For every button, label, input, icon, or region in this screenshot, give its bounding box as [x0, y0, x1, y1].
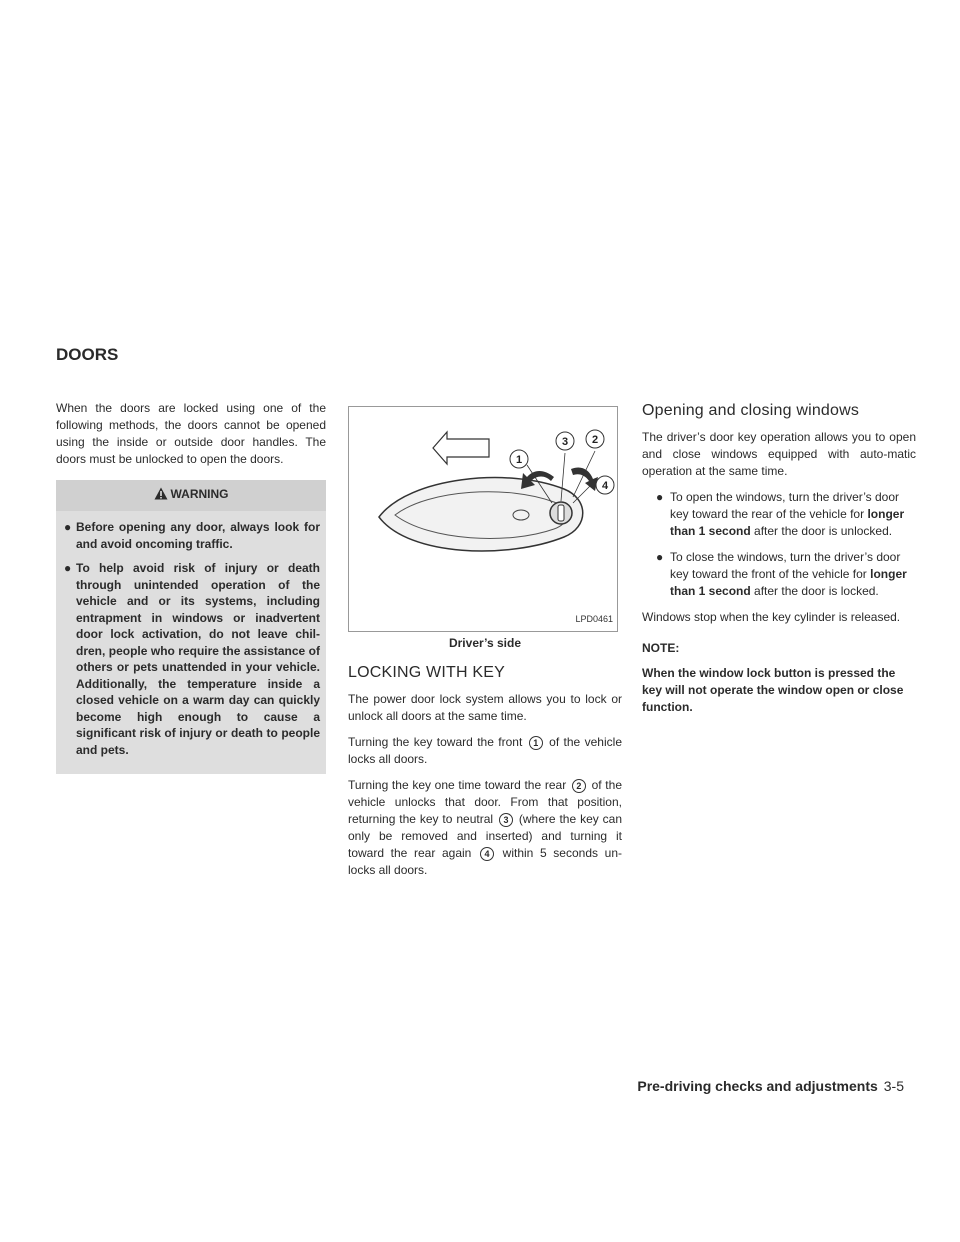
- bullet: ●: [656, 550, 664, 564]
- footer-chapter-title: Pre-driving checks and adjustments: [637, 1078, 878, 1094]
- left-column: [56, 400, 326, 774]
- door-handle-figure: [348, 406, 618, 632]
- figure-code: LPD0461: [575, 614, 613, 624]
- list-item: ● To close the windows, turn the driver’s door key toward the front of the vehicle for longer than 1 second after the door is locked.: [656, 550, 907, 598]
- figure-caption: Driver’s side: [448, 636, 522, 650]
- warning-title: WARNING: [170, 487, 229, 501]
- callout-4: 4: [601, 480, 609, 492]
- warning-box: [56, 480, 326, 774]
- callout-2: 2: [591, 434, 599, 446]
- callout-1: 1: [515, 454, 523, 466]
- middle-column: [348, 400, 622, 888]
- front-arrow-icon: [433, 432, 489, 464]
- locking-paragraph-2: Turning the key toward the front 1 of the vehicle locks all doors.: [348, 735, 622, 766]
- warning-item-text: Before opening any door, always look for and avoid oncoming traffic.: [76, 520, 320, 551]
- rotate-rear-arrow-icon: [571, 467, 598, 491]
- locking-paragraph-3: Turning the key one time toward the rear 2 of the vehicle unlocks that door. From that position, returning the key to neutral 3 (where the key can only be removed and inserted) and turning it toward the rear again 4 within 5 seconds un-locks all doors.: [348, 778, 622, 877]
- warning-item: [64, 560, 320, 758]
- callout-3: 3: [561, 436, 569, 448]
- intro-paragraph: When the doors are locked using one of the following methods, the doors cannot be opened using the inside or outside door handles. The doors must be unlocked to open the doors.: [56, 401, 326, 466]
- door-handle-illustration: [349, 407, 617, 631]
- locking-with-key-heading: LOCKING WITH KEY: [348, 664, 505, 681]
- bullet: ●: [64, 561, 72, 575]
- warning-icon: [154, 487, 168, 500]
- step-1-marker: 1: [529, 736, 543, 750]
- bullet: ●: [64, 520, 72, 534]
- locking-paragraph-1: The power door lock system allows you to lock or unlock all doors at the same time.: [348, 692, 622, 723]
- bullet: ●: [656, 490, 664, 504]
- page-footer: [637, 1078, 904, 1094]
- step-4-marker: 4: [480, 847, 494, 861]
- page-number: 3-5: [883, 1078, 904, 1094]
- opening-closing-windows-heading: Opening and closing windows: [642, 402, 860, 419]
- section-title: DOORS: [56, 345, 119, 364]
- step-3-marker: 3: [499, 813, 513, 827]
- warning-header: [56, 480, 326, 511]
- warning-item: [64, 519, 320, 552]
- note-label: NOTE:: [642, 641, 680, 655]
- right-column: [642, 400, 916, 716]
- note-text: When the window lock button is pressed the key will not operate the window open or close function.: [642, 666, 904, 714]
- windows-release-paragraph: Windows stop when the key cylinder is released.: [642, 610, 901, 624]
- list-item: ● To open the windows, turn the driver’s door key toward the rear of the vehicle for longer than 1 second after the door is unlocked.: [656, 490, 905, 538]
- step-2-marker: 2: [572, 779, 586, 793]
- warning-item-text: To help avoid risk of injury or death through unintended operation of the vehicle and or its systems, including entrapment in windows or inadvertent door lock activation, do not leave chil-dren, people who require the assistance of others or pets unattended in your vehicle. Additionally, the temperature inside a closed vehicle on a warm day can quickly become high enough to cause a significant risk of injury or death to people and pets.: [76, 561, 320, 757]
- windows-intro: The driver’s door key operation allows you to open and close windows equipped with auto-matic operation at the same time.: [642, 430, 916, 478]
